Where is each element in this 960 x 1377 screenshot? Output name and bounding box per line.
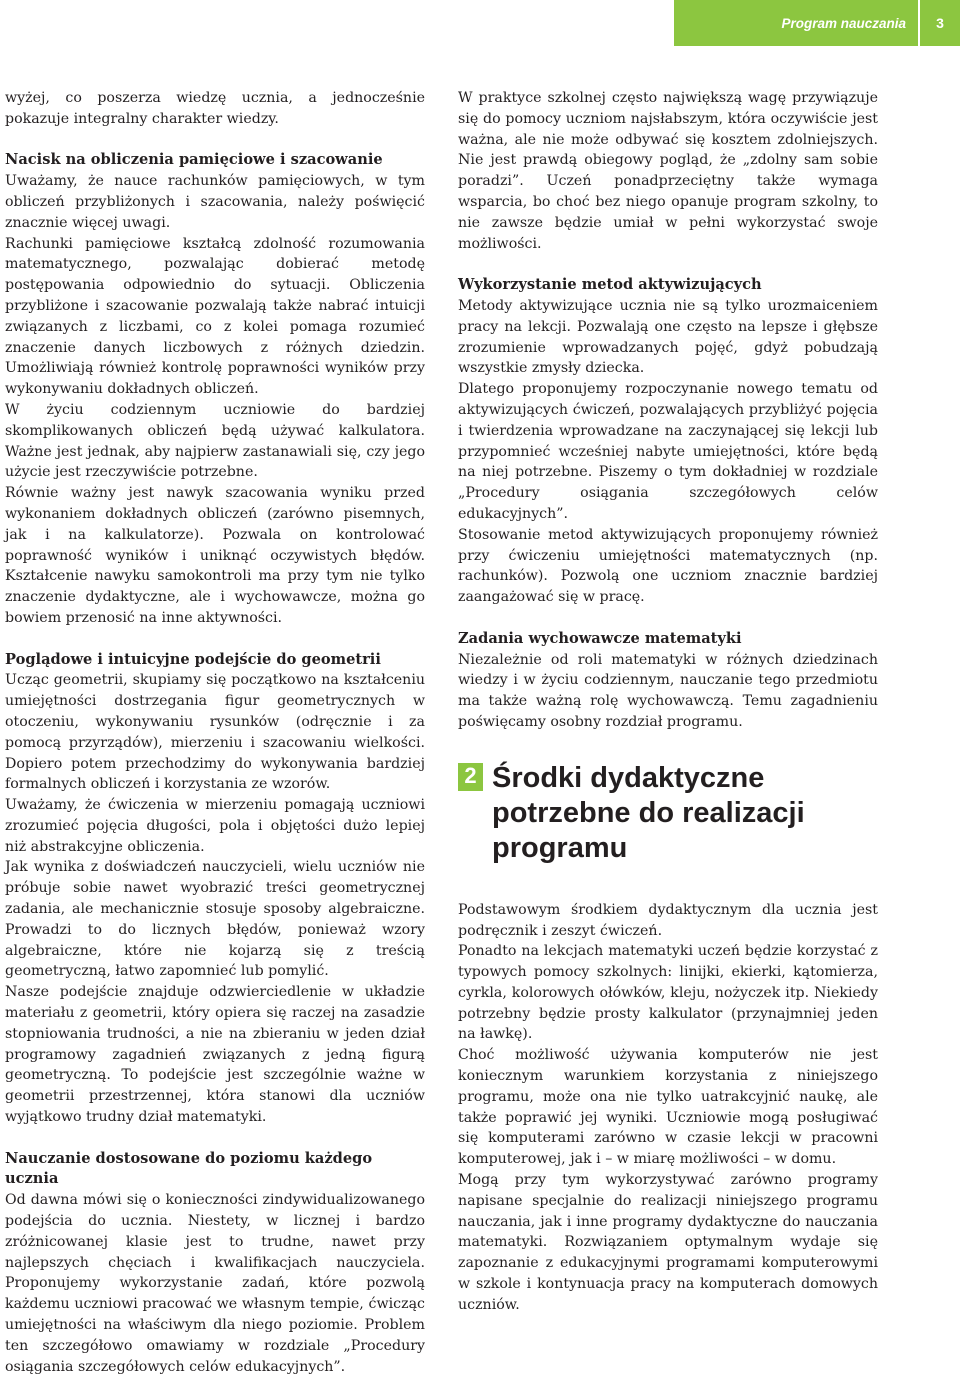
spacer	[5, 130, 425, 151]
running-header	[674, 0, 960, 46]
paragraph: Metody aktywizujące ucznia nie są tylko urozmaiceniem pracy na lekcji. Pozwalają one często na lepsze i głębsze zrozumienie wprowadzanych pojęć, gdyż pobudzają wszystkie zmysły dziecka.	[458, 297, 878, 377]
chapter-number-badge: 2	[458, 763, 483, 791]
paragraph: Równie ważny jest nawyk szacowania wyniku przed wykonaniem dokładnych obliczeń (zarówno pisemnych, jak i na kalkulatorze). Pozwala on kontrolować poprawność wyników i uniknąć oczywistych błędów. Kształcenie nawyku samokontroli ma przy tym nie tylko znaczenie dydaktyczne, ale i wychowawcze, można go bowiem przenosić na inne aktywności.	[5, 485, 425, 626]
paragraph: Nasze podejście znajduje odzwierciedlenie w układzie materiału z geometrii, który opiera się raczej na zasadzie stopniowania trudności, a nie na zbieraniu w jeden dział programowy zagadnień związanych z jedną figurą geometryczną. To podejście jest szczególnie ważne w geometrii przestrzennej, która stanowi dla uczniów wyjątkowo trudny dział matematyki.	[5, 984, 425, 1126]
intro-paragraph: W praktyce szkolnej często największą wagę przywiązuje się do pomocy uczniom najsłabszym, która oczywiście jest ważna, ale nie może odbywać się kosztem zdolniejszych. Nie jest prawdą obiegowy pogląd, że „zdolny sam sobie poradzi”. Uczeń ponadprzeciętny także wymaga wsparcia, bo choć bez niego opanuje program szkolny, to nie zawsze będzie umiał w pełni wykorzystać swoje możliwości.	[458, 90, 878, 252]
section-heading: Zadania wychowawcze matematyki	[458, 629, 742, 647]
paragraph: Ponadto na lekcjach matematyki uczeń będzie korzystać z typowych pomocy szkolnych: linijki, ekierki, kątomierza, cyrkla, kolorowych ołówków, kleju, nożyczek itp. Niekiedy potrzebny będzie prosty kalkulator (przynajmniej jeden na ławkę).	[458, 943, 878, 1043]
spacer	[458, 254, 878, 275]
paragraph: Ucząc geometrii, skupiamy się początkowo na kształceniu umiejętności dostrzegania figur geometrycznych w otoczeniu, wykonywaniu rysunków (odręcznie i za pomocą przyrządów), mierzeniu i szacowaniu wielkości. Dopiero potem przechodzimy do wykonywania bardziej formalnych obliczeń i korzystania ze wzorów.	[5, 672, 425, 793]
chapter-heading	[458, 761, 878, 866]
right-column	[458, 88, 878, 1316]
chapter-title: Środki dydaktyczne potrzebne do realizacji programu	[492, 761, 805, 864]
section-heading: Nacisk na obliczenia pamięciowe i szacowanie	[5, 151, 383, 169]
section-title: Program nauczania	[781, 15, 906, 31]
spacer	[5, 629, 425, 650]
paragraph: Od dawna mówi się o konieczności zindywidualizowanego podejścia do ucznia. Niestety, w licznej i bardzo zróżnicowanej klasie jest to trudne, nawet przy najlepszych chęciach i kwalifikacjach nauczyciela. Proponujemy wykorzystanie zadań, które pozwolą każdemu uczniowi pracować we własnym tempie, ćwicząc umiejętności na właściwym dla niego poziomie. Problem ten szczegółowo omawiamy w rozdziale „Procedury osiągania szczegółowych celów edukacyjnych”.	[5, 1192, 425, 1375]
paragraph: Choć możliwość używania komputerów nie jest koniecznym warunkiem korzystania z niniejszego programu, może ona nie tylko uatrakcyjnić naukę, ale także poprawić jej wyniki. Uczniowie mogą posługiwać się komputerami zarówno w czasie lekcji w pracowni komputerowej, jak i – w miarę możliwości – w domu.	[458, 1047, 878, 1168]
paragraph: Stosowanie metod aktywizujących proponujemy również przy ćwiczeniu umiejętności matematycznych (np. rachunków). Pozwolą one uczniom znacznie bardziej zaangażować się w pracę.	[458, 526, 878, 606]
paragraph: Podstawowym środkiem dydaktycznym dla ucznia jest podręcznik i zeszyt ćwiczeń.	[458, 901, 878, 939]
paragraph: W życiu codziennym uczniowie do bardziej skomplikowanych obliczeń będą używać kalkulatora. Ważne jest jednak, aby najpierw zastanawiali się, czy jego użycie jest rzeczywiście potrzebne.	[5, 401, 425, 481]
left-column	[5, 88, 425, 1377]
section-heading: Nauczanie dostosowane do poziomu każdego ucznia	[5, 1149, 373, 1188]
paragraph: Rachunki pamięciowe kształcą zdolność rozumowania matematycznego, pozwalając dobierać metodę postępowania odpowiednio do sytuacji. Obliczenia przybliżone i szacowanie pozwalają także nabrać intuicji związanych z liczbami, co z kolei pomaga rozumieć znaczenie danych liczbowych z różnych dziedzin. Umożliwiają również kontrolę poprawności wyników przy wykonywaniu dokładnych obliczeń.	[5, 235, 425, 398]
paragraph: Niezależnie od roli matematyki w różnych dziedzinach wiedzy i w życiu codziennym, nauczanie tego przedmiotu ma także ważną rolę wychowawczą. Temu zagadnieniu poświęcamy osobny rozdział programu.	[458, 651, 878, 730]
paragraph: Jak wynika z doświadczeń nauczycieli, wielu uczniów nie próbuje sobie nawet wyobrazić treści geometrycznej zadania, ale mechanicznie stosuje sposoby algebraiczne. Prowadzi to do licznych błędów, ponieważ wzory algebraiczne, które nie kojarzą się z treścią geometryczną, łatwo zapomnieć lub pomylić.	[5, 859, 425, 980]
page-number: 3	[936, 15, 944, 31]
spacer	[5, 1128, 425, 1149]
paragraph: Uważamy, że nauce rachunków pamięciowych, w tym obliczeń przybliżonych i szacowania, należy poświęcić znacznie więcej uwagi.	[5, 173, 425, 231]
paragraph: Mogą przy tym wykorzystywać zarówno programy napisane specjalnie do realizacji niniejszego programu nauczania, jak i inne programy dydaktyczne do nauczania matematyki. Rozwiązaniem optymalnym wydaje się zapoznanie z edukacyjnymi programami komputerowymi w szkole i kontynuacja pracy na komputerach domowych uczniów.	[458, 1172, 878, 1313]
paragraph: Uważamy, że ćwiczenia w mierzeniu pomagają uczniowi zrozumieć pojęcia długości, pola i objętości dużo lepiej niż abstrakcyjne obliczenia.	[5, 797, 425, 855]
section-heading: Poglądowe i intuicyjne podejście do geometrii	[5, 650, 381, 668]
intro-paragraph: wyżej, co poszerza wiedzę ucznia, a jednocześnie pokazuje integralny charakter wiedzy.	[5, 90, 425, 127]
paragraph: Dlatego proponujemy rozpoczynanie nowego tematu od aktywizujących ćwiczeń, pozwalających przybliżyć pojęcia i twierdzenia wprowadzane na zaczynającej się lekcji lub przypomnieć wcześniej nabyte umiejętności, które będą na niej potrzebne. Piszemy o tym dokładniej w rozdziale „Procedury osiągania szczegółowych celów edukacyjnych”.	[458, 381, 878, 522]
section-heading: Wykorzystanie metod aktywizujących	[458, 276, 762, 294]
spacer	[458, 608, 878, 629]
